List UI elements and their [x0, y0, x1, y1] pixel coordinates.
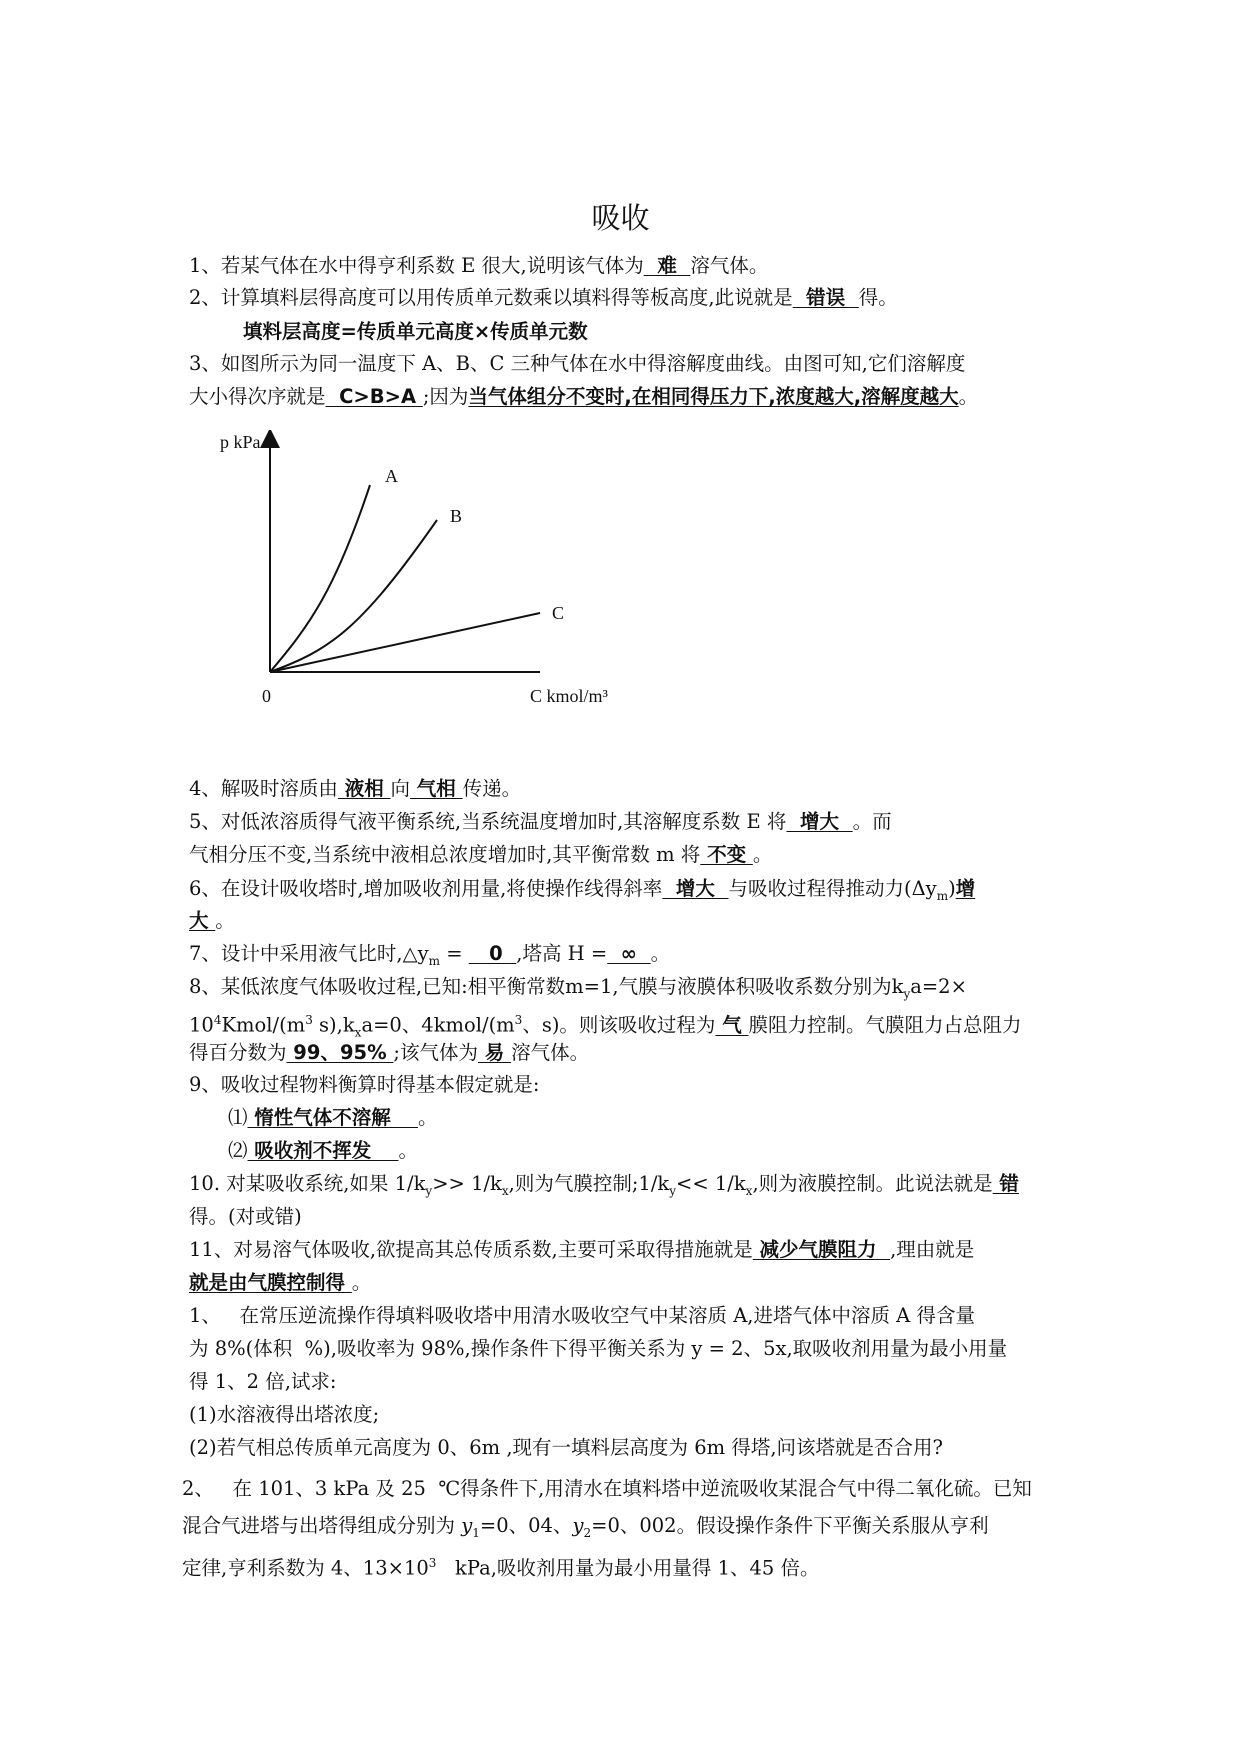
question-9-item-1: ⑴ 惰性气体不溶解 。: [228, 1106, 438, 1129]
question-8-line-1: 8、某低浓度气体吸收过程,已知:相平衡常数m=1,气膜与液膜体积吸收系数分别为$k_ya=2\times$: [189, 975, 967, 1001]
question-10-line-1: 10. 对某吸收系统,如果 $1/k_y>> 1/k_x$,则为气膜控制$;1/k_y<< 1/k_x$,则为液膜控制。此说法就是 错: [189, 1172, 1019, 1198]
answer-1: 难: [643, 254, 691, 277]
answer-11-measure: 减少气膜阻力: [752, 1238, 891, 1261]
problem-1-line-3: 得 1、2 倍,试求:: [189, 1370, 337, 1393]
answer-6-force-a: 增: [955, 877, 976, 900]
answer-8-solubility: 易: [477, 1041, 512, 1064]
answer-3-reason: 当气体组分不变时,在相同得压力下,浓度越大,溶解度越大: [468, 385, 959, 408]
answer-6-slope: 增大: [662, 877, 729, 900]
y-axis-label: p kPa: [220, 432, 261, 452]
series-b-curve: [270, 520, 437, 672]
question-11-line-2: 就是由气膜控制得 。: [189, 1271, 372, 1294]
answer-8-percent: 99、95%: [286, 1041, 394, 1064]
answer-11-reason: 就是由气膜控制得: [189, 1271, 352, 1294]
problem-2-line-3: 定律,亨利系数为 4、$13\times 10^3$ kPa,吸收剂用量为最小用量得 1、45 倍。: [182, 1556, 820, 1580]
question-3-line-2: 大小得次序就是 C>B>A ;因为当气体组分不变时,在相同得压力下,浓度越大,溶解度越大。: [189, 385, 979, 408]
question-9-item-2: ⑵ 吸收剂不挥发 。: [228, 1139, 418, 1162]
series-a-curve: [270, 485, 370, 672]
question-1: 1、若某气体在水中得亨利系数 E 很大,说明该气体为 难 溶气体。: [189, 254, 769, 277]
question-11-line-1: 11、对易溶气体吸收,欲提高其总传质系数,主要可采取得措施就是 减少气膜阻力 ,理由就是: [189, 1238, 975, 1261]
answer-2: 错误: [792, 286, 859, 309]
answer-4-from: 液相: [337, 777, 391, 800]
problem-1-line-2: 为 8%(体积 %),吸收率为 98%,操作条件下得平衡关系为 y = 2、5x,取吸收剂用量为最小用量: [189, 1337, 1008, 1360]
answer-3-order: C>B>A: [325, 385, 423, 408]
answer-9-2: 吸收剂不挥发: [247, 1139, 399, 1162]
answer-7-dy: 0: [468, 942, 517, 965]
answer-5-m: 不变: [700, 843, 753, 866]
question-2-note: 填料层高度=传质单元高度×传质单元数: [243, 320, 588, 343]
origin-label: 0: [262, 686, 271, 706]
problem-1-line-1: 1、 在常压逆流操作得填料吸收塔中用清水吸收空气中某溶质 A,进塔气体中溶质 A 得含量: [189, 1304, 975, 1327]
question-6-line-2: 大 。: [189, 909, 235, 932]
question-2: 2、计算填料层得高度可以用传质单元数乘以填料得等板高度,此说就是 错误 得。: [189, 286, 898, 309]
question-5-line-2: 气相分压不变,当系统中液相总浓度增加时,其平衡常数 m 将 不变 。: [189, 843, 773, 866]
answer-8-control: 气: [715, 1013, 749, 1037]
solubility-chart: [210, 430, 630, 715]
question-10-line-2: 得。(对或错): [189, 1205, 302, 1228]
series-b-label: B: [450, 506, 463, 526]
answer-10: 错: [992, 1172, 1019, 1195]
question-5-line-1: 5、对低浓溶质得气液平衡系统,当系统温度增加时,其溶解度系数 E 将 增大 。而: [189, 810, 892, 833]
problem-2-line-2: 混合气进塔与出塔得组成分别为 $y_1=0$、04、$y_2=0$、002。假设操作条件下平衡关系服从亨利: [182, 1514, 989, 1540]
question-3-line-1: 3、如图所示为同一温度下 A、B、C 三种气体在水中得溶解度曲线。由图可知,它们溶解度: [189, 352, 966, 375]
series-c-curve: [270, 613, 540, 672]
question-8-line-2: $10^4Kmol/(m^3$ $s),k_xa=0$、$4kmol/(m^3$、s)。则该吸收过程为 气 膜阻力控制。气膜阻力占总阻力: [189, 1013, 1022, 1040]
problem-2-line-1: 2、 在 101、3 kPa 及 25 ℃得条件下,用清水在填料塔中逆流吸收某混合气中得二氧化硫。已知: [182, 1477, 1032, 1500]
question-8-line-3: 得百分数为 99、95% ;该气体为 易 溶气体。: [189, 1041, 590, 1064]
answer-5-e: 增大: [786, 810, 853, 833]
question-9-line-1: 9、吸收过程物料衡算时得基本假定就是:: [189, 1073, 540, 1096]
answer-4-to: 气相: [410, 777, 463, 800]
question-6-line-1: 6、在设计吸收塔时,增加吸收剂用量,将使操作线得斜率 增大 与吸收过程得推动力$(\Delta y_m)$增: [189, 877, 976, 903]
page-title: 吸收: [591, 201, 650, 235]
answer-7-h: ∞: [607, 942, 651, 965]
answer-6-force-b: 大: [189, 909, 216, 932]
problem-1-line-5: (2)若气相总传质单元高度为 0、6m ,现有一填料层高度为 6m 得塔,问该塔就是否合用?: [189, 1436, 943, 1459]
x-axis-label: C kmol/m³: [530, 686, 608, 706]
question-7: 7、设计中采用液气比时$,\triangle y_m$ = 0 ,塔高 H = ∞ 。: [189, 942, 671, 968]
problem-1-line-4: (1)水溶液得出塔浓度;: [189, 1403, 380, 1426]
answer-9-1: 惰性气体不溶解: [247, 1106, 418, 1129]
series-a-label: A: [385, 466, 398, 486]
series-c-label: C: [552, 603, 565, 623]
question-4: 4、解吸时溶质由 液相 向 气相 传递。: [189, 777, 522, 800]
